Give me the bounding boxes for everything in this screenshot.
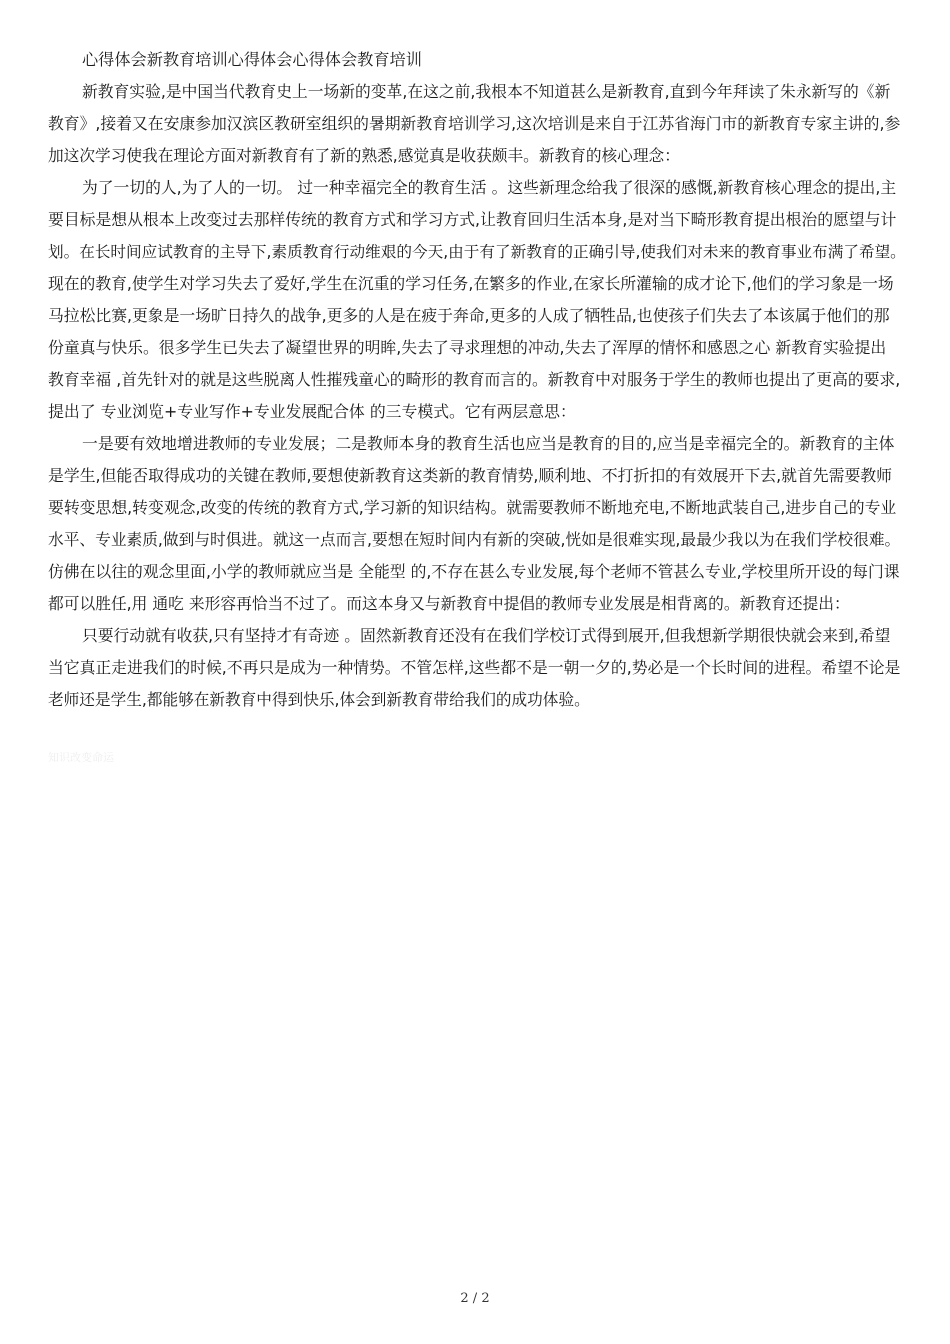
body-line: 老师还是学生,都能够在新教育中得到快乐,体会到新教育带给我们的成功体验。	[48, 690, 590, 709]
body-line: 仿佛在以往的观念里面,小学的教师就应当是 全能型 的,不存在甚么专业发展,每个老师不管甚么专业,学校里所开设的每门课	[48, 562, 900, 581]
body-line: 教育幸福 ,首先针对的就是这些脱离人性摧残童心的畸形的教育而言的。新教育中对服务于学生的教师也提出了更高的要求,	[48, 370, 901, 389]
body-line: 一是要有效地增进教师的专业发展；二是教师本身的教育生活也应当是教育的目的,应当是幸福完全的。新教育的主体	[82, 434, 895, 453]
body-line: 为了一切的人,为了人的一切。 过一种幸福完全的教育生活 。这些新理念给我了很深的感慨,新教育核心理念的提出,主	[82, 178, 897, 197]
body-line: 新教育实验,是中国当代教育史上一场新的变革,在这之前,我根本不知道甚么是新教育,直到今年拜读了朱永新写的《新	[82, 82, 891, 101]
body-line: 提出了 专业浏览+专业写作+专业发展配合体 的三专模式。它有两层意思：	[48, 402, 576, 421]
body-line: 划。在长时间应试教育的主导下,素质教育行动维艰的今天,由于有了新教育的正确引导,使我们对未来的教育事业布满了希望。	[48, 243, 906, 261]
body-line: 是学生,但能否取得成功的关键在教师,要想使新教育这类新的教育情势,顺利地、不打折扣的有效展开下去,就首先需要教师	[48, 466, 893, 485]
body-line: 当它真正走进我们的时候,不再只是成为一种情势。不管怎样,这些都不是一朝一夕的,势必是一个长时间的进程。希望不论是	[48, 658, 901, 677]
body-line: 水平、专业素质,做到与时俱进。就这一点而言,要想在短时间内有新的突破,恍如是很难实现,最最少我以为在我们学校很难。	[48, 530, 901, 549]
body-line: 马拉松比赛,更象是一场旷日持久的战争,更多的人是在疲于奔命,更多的人成了牺牲品,也使孩子们失去了本该属于他们的那	[48, 306, 890, 325]
body-line: 加这次学习使我在理论方面对新教育有了新的熟悉,感觉真是收获颇丰。新教育的核心理念：	[48, 146, 680, 165]
watermark-text: 知识改变命运	[48, 751, 114, 764]
body-line: 要转变思想,转变观念,改变的传统的教育方式,学习新的知识结构。就需要教师不断地充电,不断地武装自己,进步自己的专业	[48, 498, 897, 517]
body-line: 只要行动就有收获,只有坚持才有奇迹 。固然新教育还没有在我们学校订式得到展开,但我想新学期很快就会来到,希望	[82, 626, 891, 645]
body-line: 教育》,接着又在安康参加汉滨区教研室组织的暑期新教育培训学习,这次培训是来自于江苏省海门市的新教育专家主讲的,参	[48, 114, 901, 133]
body-line: 要目标是想从根本上改变过去那样传统的教育方式和学习方式,让教育回归生活本身,是对当下畸形教育提出根治的愿望与计	[48, 210, 897, 229]
body-line: 现在的教育,使学生对学习失去了爱好,学生在沉重的学习任务,在繁多的作业,在家长所灌输的成才论下,他们的学习象是一场	[48, 274, 894, 293]
body-line: 都可以胜任,用 通吃 来形容再恰当不过了。而这本身又与新教育中提倡的教师专业发展是相背离的。新教育还提出：	[48, 594, 850, 613]
body-line: 份童真与快乐。很多学生已失去了凝望世界的明眸,失去了寻求理想的冲动,失去了浑厚的情怀和感恩之心 新教育实验提出	[48, 338, 887, 357]
page-number: 2 / 2	[460, 1291, 490, 1306]
document-title: 心得体会新教育培训心得体会心得体会教育培训	[82, 50, 422, 69]
